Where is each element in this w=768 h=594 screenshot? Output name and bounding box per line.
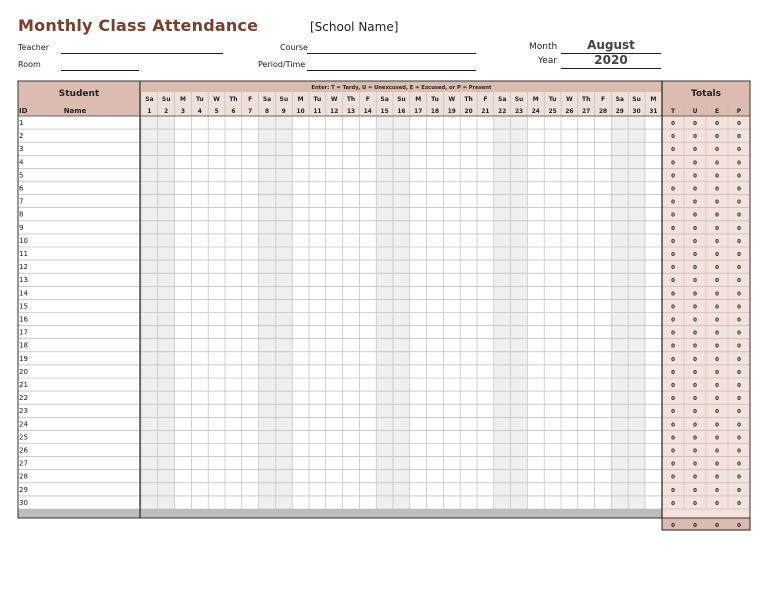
row-total-T: 0 (671, 199, 675, 206)
student-id: 18 (19, 341, 28, 350)
day-number: 20 (464, 109, 473, 115)
student-name-cell[interactable] (30, 445, 138, 456)
row-total-E: 0 (715, 343, 719, 350)
totals-col-P: P (736, 108, 742, 115)
weekday-label: Tu (313, 96, 322, 103)
row-total-E: 0 (715, 199, 719, 206)
weekday-label: Th (346, 96, 356, 103)
row-total-U: 0 (693, 121, 697, 127)
row-total-P: 0 (737, 409, 741, 416)
id-header: ID (19, 107, 28, 115)
school-name[interactable]: [School Name] (310, 20, 399, 34)
student-id: 22 (19, 394, 28, 403)
day-number: 1 (147, 109, 152, 115)
day-number: 31 (649, 109, 658, 115)
month-value[interactable]: August (587, 38, 635, 52)
row-total-P: 0 (737, 199, 741, 206)
day-number: 12 (330, 109, 339, 115)
row-total-U: 0 (693, 291, 697, 298)
row-total-T: 0 (671, 422, 675, 429)
row-total-U: 0 (693, 160, 697, 167)
row-total-U: 0 (693, 435, 697, 442)
day-number: 17 (414, 109, 423, 115)
row-total-T: 0 (671, 343, 675, 350)
student-id: 2 (19, 132, 24, 141)
student-id: 20 (19, 367, 28, 376)
student-id: 8 (19, 210, 24, 219)
student-name-cell[interactable] (30, 366, 138, 377)
row-total-T: 0 (671, 173, 675, 180)
row-total-P: 0 (737, 474, 741, 481)
row-total-P: 0 (737, 343, 741, 350)
row-total-P: 0 (737, 121, 741, 127)
row-total-U: 0 (693, 238, 697, 245)
student-id: 15 (19, 302, 28, 311)
row-total-P: 0 (737, 461, 741, 468)
row-total-P: 0 (737, 330, 741, 337)
row-total-P: 0 (737, 396, 741, 403)
weekday-label: Tu (195, 96, 204, 103)
row-total-P: 0 (737, 265, 741, 272)
row-total-E: 0 (715, 396, 719, 403)
day-number: 29 (615, 109, 624, 115)
row-total-U: 0 (693, 330, 697, 337)
student-name-cell[interactable] (30, 471, 138, 482)
day-number: 14 (363, 109, 372, 115)
student-id: 1 (19, 119, 24, 127)
row-total-T: 0 (671, 238, 675, 245)
row-total-T: 0 (671, 160, 675, 167)
row-total-U: 0 (693, 487, 697, 494)
row-total-E: 0 (715, 356, 719, 363)
row-total-P: 0 (737, 435, 741, 442)
row-total-E: 0 (715, 278, 719, 285)
day-number: 8 (264, 109, 270, 115)
row-total-P: 0 (737, 278, 741, 285)
row-total-T: 0 (671, 435, 675, 442)
day-number: 25 (548, 109, 557, 115)
row-total-U: 0 (693, 147, 697, 154)
row-total-U: 0 (693, 343, 697, 350)
student-id: 23 (19, 407, 28, 416)
row-total-E: 0 (715, 252, 719, 258)
weekday-label: M (532, 96, 539, 103)
day-number: 6 (231, 109, 236, 115)
course-label: Course (280, 43, 308, 52)
row-total-P: 0 (737, 173, 741, 180)
row-total-T: 0 (671, 461, 675, 468)
row-total-T: 0 (671, 396, 675, 403)
row-total-E: 0 (715, 435, 719, 442)
weekday-label: M (650, 96, 657, 103)
row-total-U: 0 (693, 461, 697, 468)
row-total-P: 0 (737, 147, 741, 154)
student-id: 4 (19, 158, 24, 167)
student-name-cell[interactable] (30, 248, 138, 259)
day-number: 16 (397, 109, 406, 115)
weekday-label: Th (582, 96, 591, 103)
weekday-label: Sa (615, 96, 624, 103)
weekday-label: Sa (380, 96, 389, 103)
row-total-T: 0 (671, 225, 675, 232)
weekday-label: Su (279, 96, 289, 103)
row-total-U: 0 (693, 369, 697, 376)
row-total-E: 0 (715, 369, 719, 376)
day-number: 19 (447, 109, 456, 115)
row-total-T: 0 (671, 369, 675, 376)
student-id: 24 (19, 420, 28, 429)
row-total-U: 0 (693, 356, 697, 363)
teacher-label: Teacher (18, 43, 50, 52)
totals-col-T: T (670, 108, 676, 115)
row-total-P: 0 (737, 238, 741, 245)
totals-col-E: E (714, 108, 720, 115)
row-total-E: 0 (715, 461, 719, 468)
student-name-cell[interactable] (30, 130, 138, 141)
row-total-U: 0 (693, 199, 697, 206)
student-name-cell[interactable] (30, 458, 138, 469)
row-total-P: 0 (737, 160, 741, 167)
row-total-T: 0 (671, 500, 675, 507)
student-id: 10 (19, 236, 28, 245)
row-total-E: 0 (715, 173, 719, 180)
weekday-label: F (365, 96, 370, 103)
row-total-T: 0 (671, 474, 675, 481)
row-total-T: 0 (671, 383, 675, 389)
row-total-U: 0 (693, 422, 697, 429)
row-total-E: 0 (715, 474, 719, 481)
row-total-T: 0 (671, 121, 675, 127)
row-total-U: 0 (693, 265, 697, 272)
row-total-P: 0 (737, 252, 741, 258)
student-id: 21 (19, 381, 28, 389)
day-number: 7 (248, 109, 253, 115)
row-total-U: 0 (693, 212, 697, 219)
row-total-T: 0 (671, 356, 675, 363)
row-total-E: 0 (715, 186, 719, 193)
page-title: Monthly Class Attendance (18, 16, 259, 35)
student-id: 6 (19, 184, 24, 193)
weekday-label: Su (397, 96, 406, 103)
row-total-U: 0 (693, 409, 697, 416)
row-total-P: 0 (737, 448, 741, 455)
day-number: 10 (296, 109, 305, 115)
student-name-cell[interactable] (30, 169, 138, 180)
row-total-P: 0 (737, 304, 741, 311)
room-label: Room (18, 60, 41, 69)
row-total-E: 0 (715, 409, 719, 416)
row-total-T: 0 (671, 186, 675, 193)
row-total-T: 0 (671, 147, 675, 154)
totals-header: Totals (691, 89, 721, 99)
student-name-cell[interactable] (30, 235, 138, 246)
student-id: 12 (19, 263, 28, 272)
student-name-cell[interactable] (30, 287, 138, 298)
row-total-E: 0 (715, 291, 719, 298)
day-number: 13 (346, 109, 356, 115)
weekday-label: Sa (498, 96, 507, 103)
day-number: 24 (531, 109, 540, 115)
name-header: Name (63, 107, 87, 115)
student-id: 28 (19, 472, 28, 481)
row-total-U: 0 (693, 173, 697, 180)
grand-total-U: 0 (693, 523, 697, 529)
weekday-label: Su (161, 96, 171, 103)
student-header: Student (58, 89, 100, 99)
day-number: 4 (197, 109, 202, 115)
student-name-cell[interactable] (30, 117, 138, 128)
weekday-label: M (415, 96, 422, 103)
student-name-cell[interactable] (30, 431, 138, 442)
student-id: 9 (19, 223, 24, 232)
row-total-P: 0 (737, 317, 741, 324)
student-id: 26 (19, 446, 28, 455)
day-number: 15 (380, 109, 389, 115)
student-name-cell[interactable] (30, 392, 138, 403)
row-total-E: 0 (715, 160, 719, 167)
day-number: 9 (281, 109, 286, 115)
student-name-cell[interactable] (30, 261, 138, 272)
row-total-T: 0 (671, 278, 675, 285)
weekday-label: Tu (431, 96, 439, 103)
weekday-label: Tu (548, 96, 557, 103)
row-total-U: 0 (693, 396, 697, 403)
row-total-P: 0 (737, 487, 741, 494)
row-total-U: 0 (693, 134, 697, 141)
row-total-T: 0 (671, 252, 675, 258)
row-total-P: 0 (737, 134, 741, 141)
day-number: 2 (164, 109, 169, 115)
row-total-P: 0 (737, 422, 741, 429)
student-id: 25 (19, 433, 28, 442)
weekday-label: Su (632, 96, 641, 103)
day-number: 3 (180, 109, 186, 115)
student-id: 16 (19, 315, 28, 324)
student-name-cell[interactable] (30, 314, 138, 325)
legend-text: Enter: T = Tardy, U = Unexcused, E = Excused, or P = Present (311, 85, 492, 91)
student-name-cell[interactable] (30, 340, 138, 351)
weekday-label: W (213, 96, 220, 103)
day-number: 11 (313, 109, 322, 115)
student-id: 14 (19, 289, 28, 298)
student-id: 27 (19, 459, 28, 468)
student-name-cell[interactable] (30, 327, 138, 338)
gray-footer-bar (18, 509, 662, 518)
student-name-cell[interactable] (30, 156, 138, 167)
month-label: Month (529, 42, 558, 52)
day-number: 5 (214, 109, 219, 115)
day-number: 28 (598, 109, 608, 115)
row-total-E: 0 (715, 304, 719, 311)
row-total-E: 0 (715, 225, 719, 232)
row-total-E: 0 (715, 134, 719, 141)
student-name-cell[interactable] (30, 274, 138, 285)
day-number: 30 (632, 109, 641, 115)
grand-total-T: 0 (671, 523, 675, 529)
row-total-E: 0 (715, 238, 719, 245)
weekday-label: W (448, 96, 456, 103)
grand-total-P: 0 (737, 523, 741, 529)
student-name-cell[interactable] (30, 183, 138, 194)
row-total-T: 0 (671, 409, 675, 416)
row-total-U: 0 (693, 225, 697, 232)
student-name-cell[interactable] (30, 418, 138, 429)
grand-total-E: 0 (715, 523, 719, 529)
row-total-E: 0 (715, 330, 719, 337)
student-id: 13 (19, 276, 28, 285)
student-id: 11 (19, 250, 28, 258)
day-number: 26 (565, 109, 574, 115)
row-total-T: 0 (671, 448, 675, 455)
row-total-T: 0 (671, 304, 675, 311)
row-total-U: 0 (693, 304, 697, 311)
weekday-label: M (297, 96, 304, 103)
weekday-label: Su (514, 96, 524, 103)
day-number: 27 (582, 109, 591, 115)
period-label: Period/Time (258, 60, 306, 69)
student-id: 17 (19, 328, 28, 337)
day-number: 23 (514, 109, 524, 115)
student-name-cell[interactable] (30, 405, 138, 416)
student-name-cell[interactable] (30, 353, 138, 364)
student-id: 5 (19, 171, 24, 180)
weekday-label: Th (464, 96, 473, 103)
row-total-T: 0 (671, 291, 675, 298)
row-total-E: 0 (715, 383, 719, 389)
student-name-cell[interactable] (30, 196, 138, 207)
student-name-cell[interactable] (30, 484, 138, 495)
weekday-label: M (180, 96, 186, 103)
row-total-P: 0 (737, 291, 741, 298)
row-total-T: 0 (671, 265, 675, 272)
year-label: Year (538, 56, 558, 66)
row-total-E: 0 (715, 147, 719, 154)
student-id: 3 (19, 145, 24, 154)
row-total-U: 0 (693, 278, 697, 285)
row-total-E: 0 (715, 500, 719, 507)
student-name-cell[interactable] (30, 222, 138, 233)
row-total-E: 0 (715, 448, 719, 455)
year-value[interactable]: 2020 (594, 53, 628, 67)
weekday-label: W (566, 96, 573, 103)
row-total-U: 0 (693, 448, 697, 455)
row-total-U: 0 (693, 252, 697, 258)
day-number: 21 (481, 109, 490, 115)
row-total-P: 0 (737, 225, 741, 232)
row-total-E: 0 (715, 487, 719, 494)
row-total-T: 0 (671, 330, 675, 337)
row-total-T: 0 (671, 212, 675, 219)
weekday-label: Sa (145, 96, 154, 103)
weekday-label: W (330, 96, 338, 103)
row-total-T: 0 (671, 487, 675, 494)
row-total-U: 0 (693, 383, 697, 389)
row-total-E: 0 (715, 317, 719, 324)
student-name-cell[interactable] (30, 143, 138, 154)
student-name-cell[interactable] (30, 300, 138, 311)
totals-col-U: U (692, 108, 698, 115)
day-number: 22 (498, 109, 507, 115)
day-number: 18 (430, 109, 440, 115)
student-name-cell[interactable] (30, 497, 138, 508)
row-total-E: 0 (715, 422, 719, 429)
row-total-U: 0 (693, 186, 697, 193)
student-id: 19 (19, 354, 28, 363)
student-name-cell[interactable] (30, 379, 138, 390)
row-total-T: 0 (671, 134, 675, 141)
row-total-E: 0 (715, 121, 719, 127)
row-total-U: 0 (693, 500, 697, 507)
row-total-E: 0 (715, 212, 719, 219)
student-name-cell[interactable] (30, 209, 138, 220)
row-total-P: 0 (737, 369, 741, 376)
weekday-label: F (600, 96, 606, 103)
student-id: 7 (19, 197, 24, 206)
weekday-label: Th (229, 96, 238, 103)
weekday-label: F (483, 96, 488, 103)
row-total-U: 0 (693, 317, 697, 324)
weekday-label: Sa (262, 96, 272, 103)
student-id: 29 (19, 485, 28, 494)
row-total-U: 0 (693, 474, 697, 481)
weekday-label: F (248, 96, 253, 103)
row-total-E: 0 (715, 265, 719, 272)
row-total-T: 0 (671, 317, 675, 324)
student-id: 30 (19, 498, 28, 507)
row-total-P: 0 (737, 356, 741, 363)
row-total-P: 0 (737, 500, 741, 507)
row-total-P: 0 (737, 212, 741, 219)
row-total-P: 0 (737, 186, 741, 193)
row-total-P: 0 (737, 383, 741, 389)
